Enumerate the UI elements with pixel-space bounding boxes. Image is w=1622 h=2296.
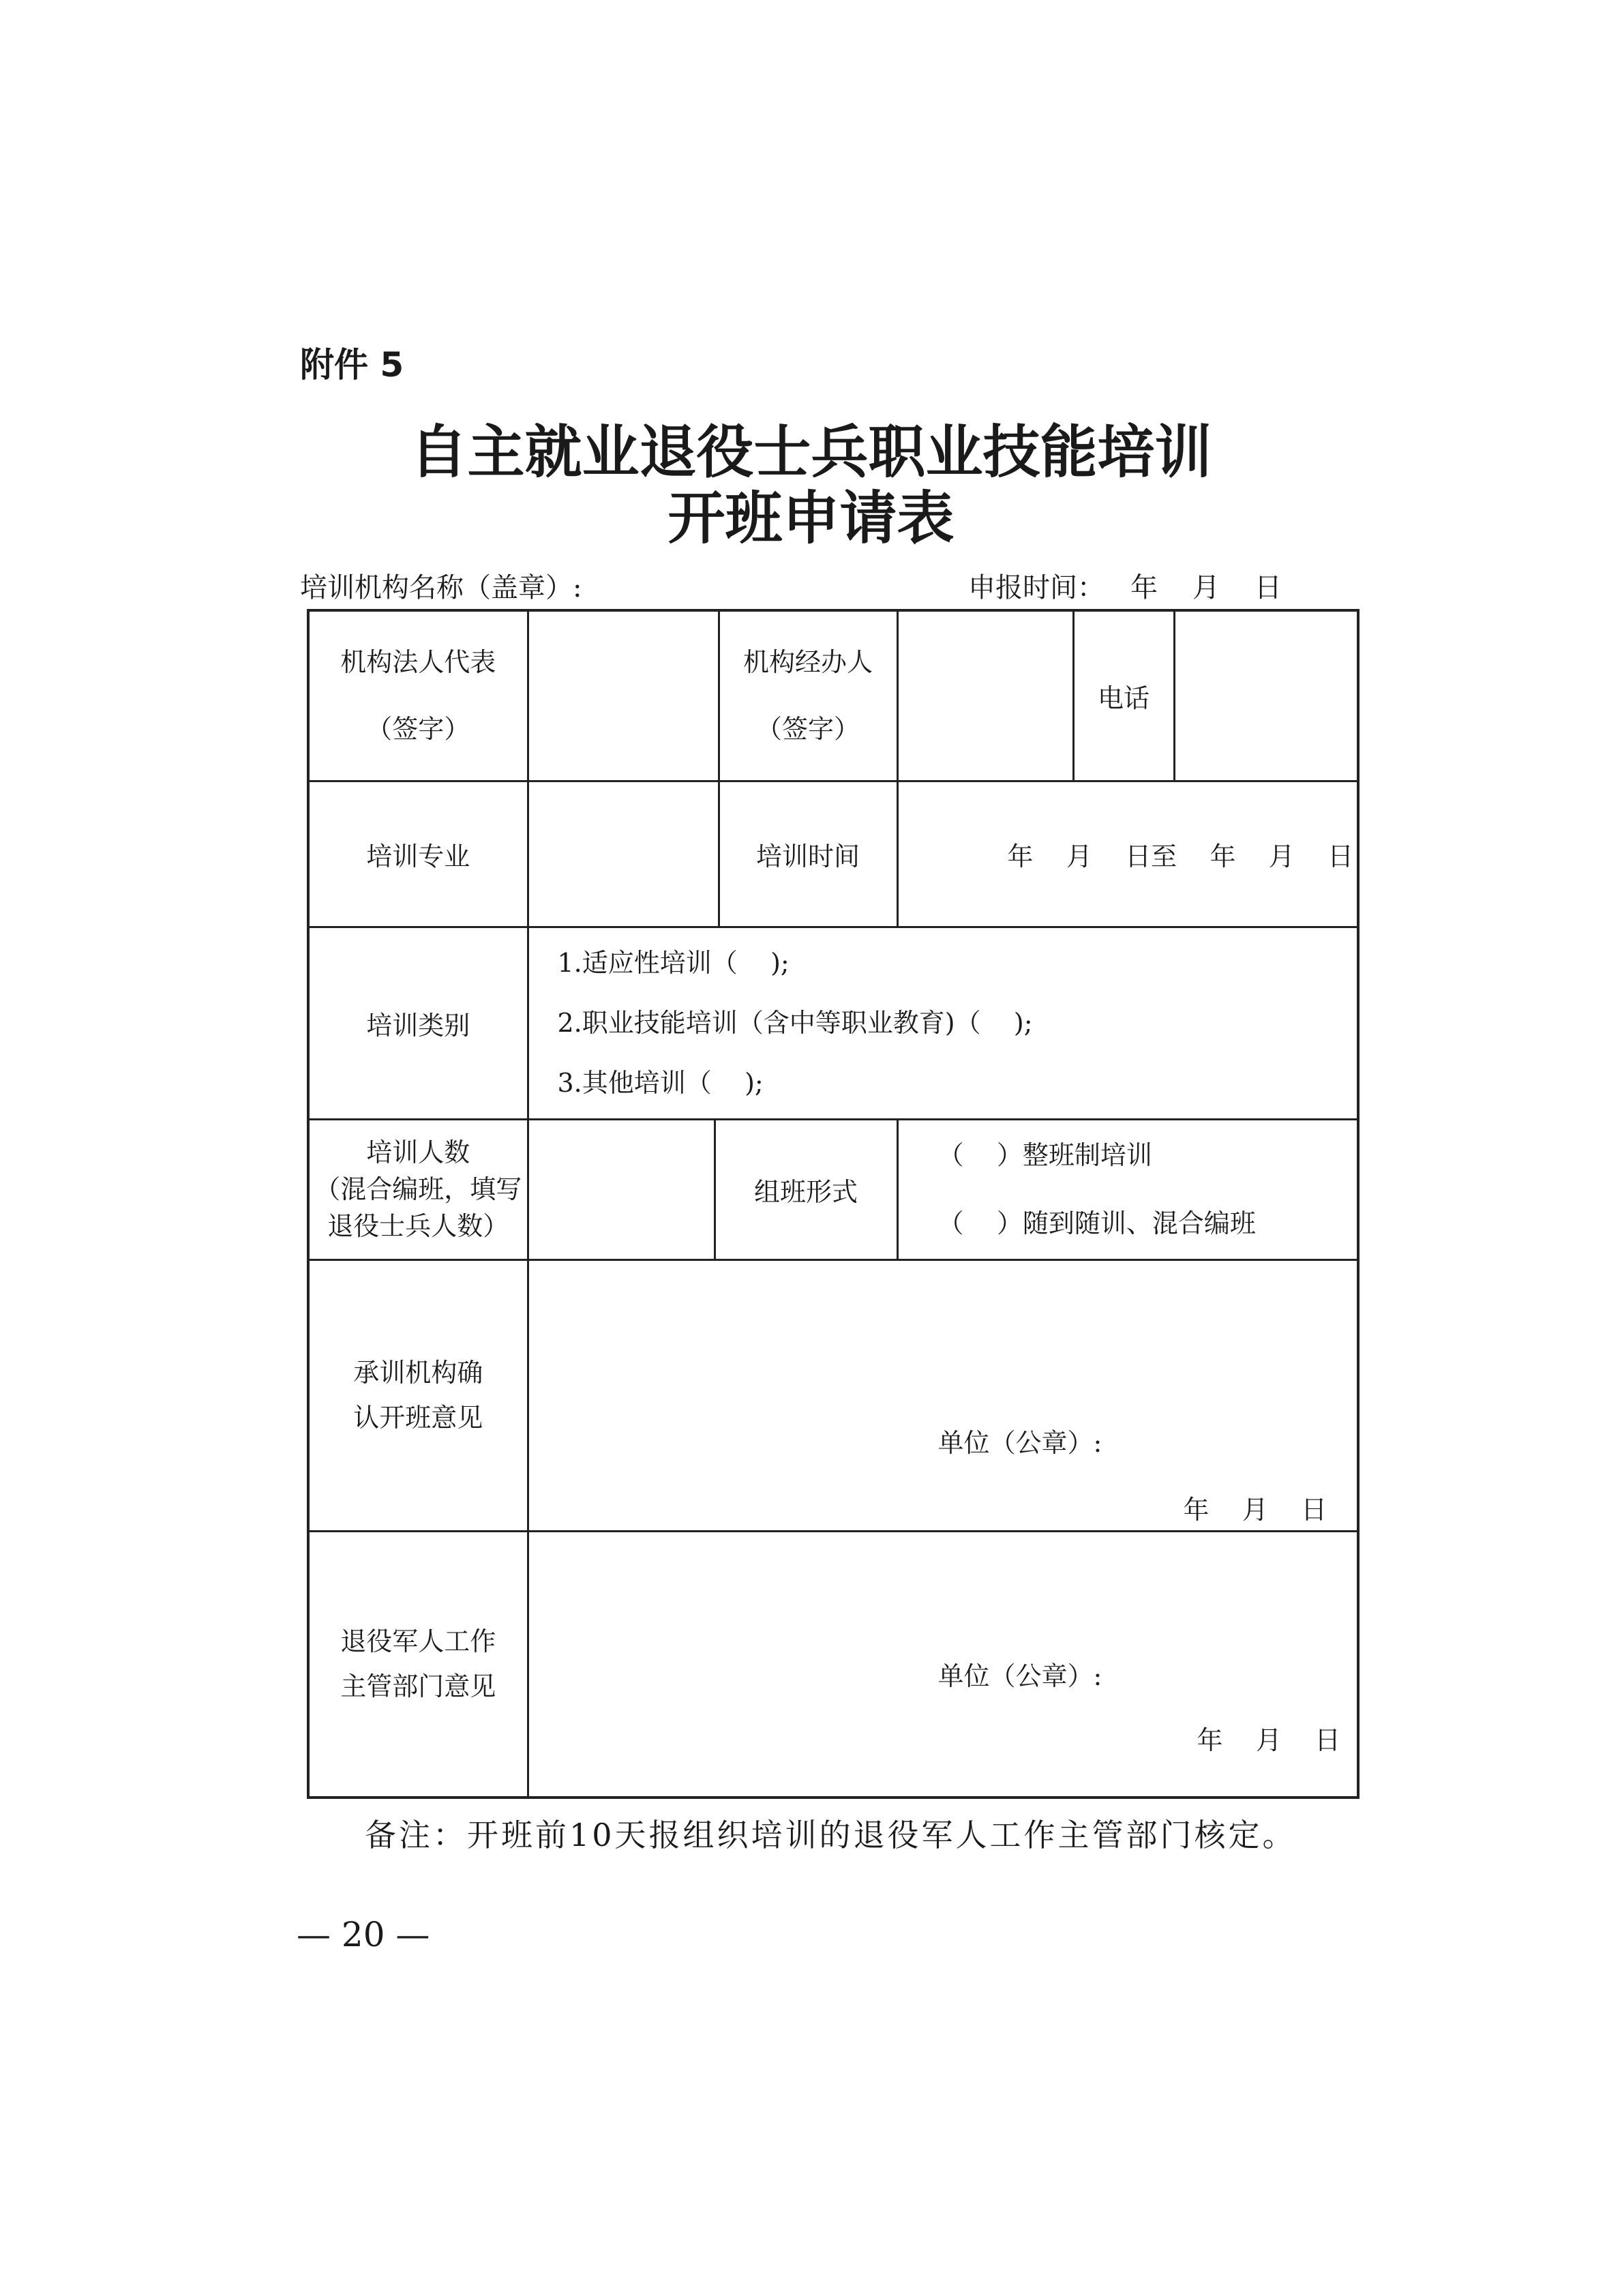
major-cell[interactable] xyxy=(528,781,719,927)
category-options xyxy=(528,927,1358,1119)
category-option-other[interactable]: 3.其他培训（ ); xyxy=(557,1068,764,1098)
footnote: 备注：开班前10天报组织培训的退役军人工作主管部门核定。 xyxy=(365,1817,1297,1853)
class-form-option-mixed[interactable]: （ ）随到随训、混合编班 xyxy=(937,1208,1256,1238)
department-opinion-label: 退役军人工作 主管部门意见 xyxy=(308,1531,528,1798)
signature-row xyxy=(308,610,1358,781)
class-form-option-whole[interactable]: （ ）整班制培训 xyxy=(937,1140,1152,1170)
page-number: — 20 — xyxy=(297,1915,430,1954)
category-option-adaptive[interactable]: 1.适应性培训（ ); xyxy=(557,948,790,978)
application-form-table xyxy=(307,609,1360,1799)
category-label: 培训类别 xyxy=(308,927,528,1119)
class-form-options xyxy=(897,1119,1358,1259)
headcount-row xyxy=(308,1119,1358,1259)
institution-opinion-label: 承训机构确 认开班意见 xyxy=(308,1259,528,1531)
handler-signature-cell[interactable] xyxy=(897,610,1073,781)
department-opinion-cell[interactable] xyxy=(528,1531,1358,1798)
major-label: 培训专业 xyxy=(308,781,528,927)
legal-rep-label: 机构法人代表 （签字） xyxy=(308,610,528,781)
form-title-line1: 自主就业退役士兵职业技能培训 xyxy=(410,418,1212,486)
org-name-label: 培训机构名称（盖章）: xyxy=(300,572,582,603)
institution-opinion-row xyxy=(308,1259,1358,1531)
handler-label: 机构经办人 （签字） xyxy=(719,610,897,781)
legal-rep-signature-cell[interactable] xyxy=(528,610,719,781)
institution-seal-label: 单位（公章）: xyxy=(937,1427,1102,1458)
category-row xyxy=(308,927,1358,1119)
class-form-label: 组班形式 xyxy=(715,1119,897,1259)
form-title-line2: 开班申请表 xyxy=(667,484,955,552)
institution-date: 年 月 日 xyxy=(1183,1494,1327,1525)
department-seal-label: 单位（公章）: xyxy=(937,1660,1102,1691)
training-time-cell[interactable]: 年 月 日至 年 月 日 xyxy=(897,781,1358,927)
headcount-cell[interactable] xyxy=(528,1119,715,1259)
phone-label: 电话 xyxy=(1073,610,1174,781)
report-time: 申报时间： 年 月 日 xyxy=(968,572,1282,603)
phone-cell[interactable] xyxy=(1174,610,1358,781)
headcount-label: 培训人数 （混合编班，填写 退役士兵人数） xyxy=(308,1119,528,1259)
major-row xyxy=(308,781,1358,927)
institution-opinion-cell[interactable] xyxy=(528,1259,1358,1531)
attachment-label: 附件 5 xyxy=(300,345,404,385)
training-time-label: 培训时间 xyxy=(719,781,897,927)
department-date: 年 月 日 xyxy=(1197,1725,1341,1755)
department-opinion-row xyxy=(308,1531,1358,1798)
category-option-vocational[interactable]: 2.职业技能培训（含中等职业教育)（ ); xyxy=(557,1008,1033,1038)
